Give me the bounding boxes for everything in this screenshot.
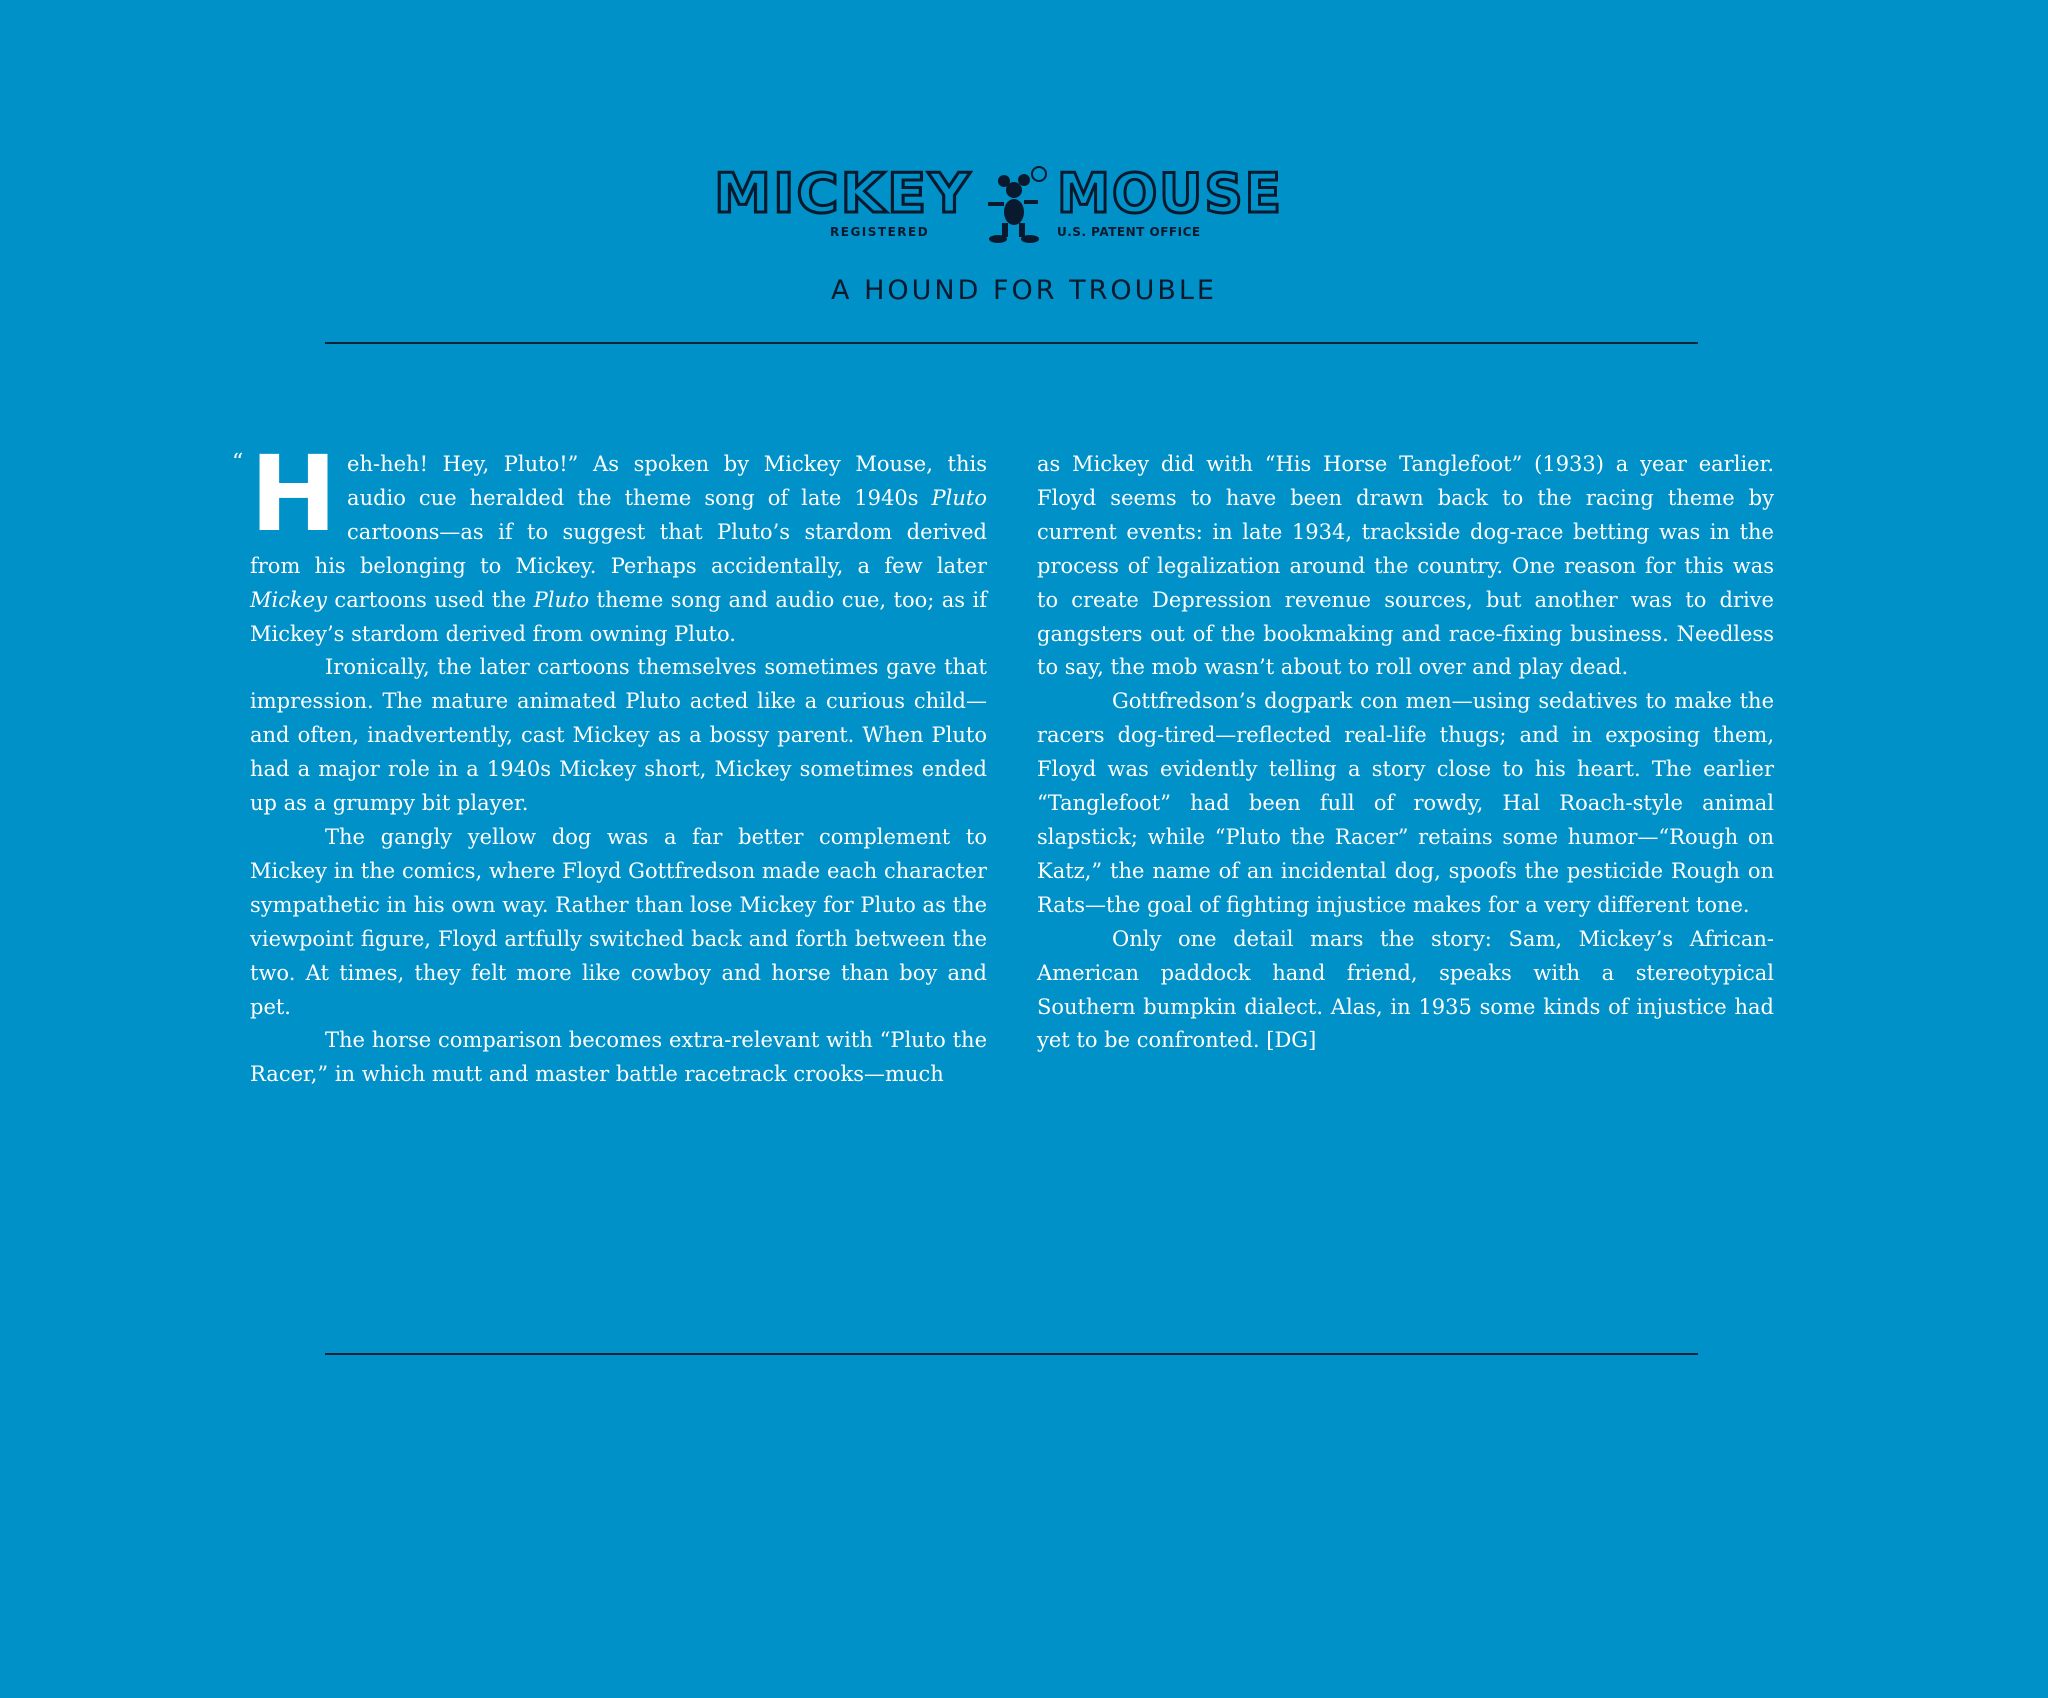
story-title: A HOUND FOR TROUBLE (831, 275, 1217, 306)
drop-cap: H (250, 433, 338, 555)
bottom-divider (325, 1353, 1698, 1355)
logo-registered: REGISTERED (830, 225, 930, 239)
article-paragraph-continued: as Mickey did with “His Horse Tanglefoot” (1933) a year earlier. Floyd seems to have been drawn back to the racing theme by current events: in late 1934, trackside dog-race betting was in the process of legalization around the country. One reason for this was to create Depression revenue sources, but another was to drive gangsters out of the bookmaking and race-fixing business. Needless to say, the mob wasn’t about to roll over and play dead. (1037, 452, 1774, 680)
opening-quote-mark: “ (232, 450, 244, 475)
paragraph-text: cartoons—as if to suggest that Pluto’s stardom derived from his belonging to Mickey. Perhaps accidentally, a few later (250, 519, 987, 578)
mickey-mouse-logo (712, 160, 1286, 244)
paragraph-text: eh-heh! Hey, Pluto!” As spoken by Mickey Mouse, this audio cue heralded the theme song of late 1940s (347, 452, 987, 510)
article-column-left (232, 433, 987, 1092)
italic-title: Pluto (533, 587, 590, 612)
logo-patent: U.S. PATENT OFFICE (1057, 225, 1201, 239)
mickey-figure-icon (988, 167, 1046, 243)
article-paragraph: The horse comparison becomes extra-relevant with “Pluto the Racer,” in which mutt and master battle racetrack crooks—much (250, 1028, 987, 1087)
article-paragraph (250, 433, 987, 651)
paragraph-text: theme song and audio cue, too; as if Mickey’s stardom derived from owning Pluto. (250, 587, 987, 646)
article-column-right (1037, 448, 1774, 1058)
paragraph-text: cartoons used the (327, 587, 534, 612)
top-divider (325, 342, 1698, 344)
article-paragraph: Only one detail mars the story: Sam, Mickey’s African-American paddock hand friend, speaks with a stereotypical Southern bumpkin dialect. Alas, in 1935 some kinds of injustice had yet to be confronted. [DG] (1037, 926, 1774, 1053)
logo-word-mickey: MICKEY (714, 162, 972, 225)
italic-title: Mickey (250, 587, 327, 612)
logo-word-mouse: MOUSE (1057, 162, 1283, 225)
article-paragraph: The gangly yellow dog was a far better complement to Mickey in the comics, where Floyd Gottfredson made each character sympathetic in his own way. Rather than lose Mickey for Pluto as the viewpoint figure, Floyd artfully switched back and forth between the two. At times, they felt more like cowboy and horse than boy and pet. (250, 824, 987, 1019)
article-paragraph: Gottfredson’s dogpark con men—using sedatives to make the racers dog-tired—reflected real-life thugs; and in exposing them, Floyd was evidently telling a story close to his heart. The earlier “Tanglefoot” had been full of rowdy, Hal Roach-style animal slapstick; while “Pluto the Racer” retains some humor—“Rough on Katz,” the name of an incidental dog, spoofs the pesticide Rough on Rats—the goal of fighting injustice makes for a very different tone. (1037, 689, 1774, 917)
italic-title: Pluto (931, 485, 987, 510)
article-paragraph: Ironically, the later cartoons themselves sometimes gave that impression. The mature animated Pluto acted like a curious child—and often, inadvertently, cast Mickey as a bossy parent. When Pluto had a major role in a 1940s Mickey short, Mickey sometimes ended up as a grumpy bit player. (250, 655, 987, 816)
